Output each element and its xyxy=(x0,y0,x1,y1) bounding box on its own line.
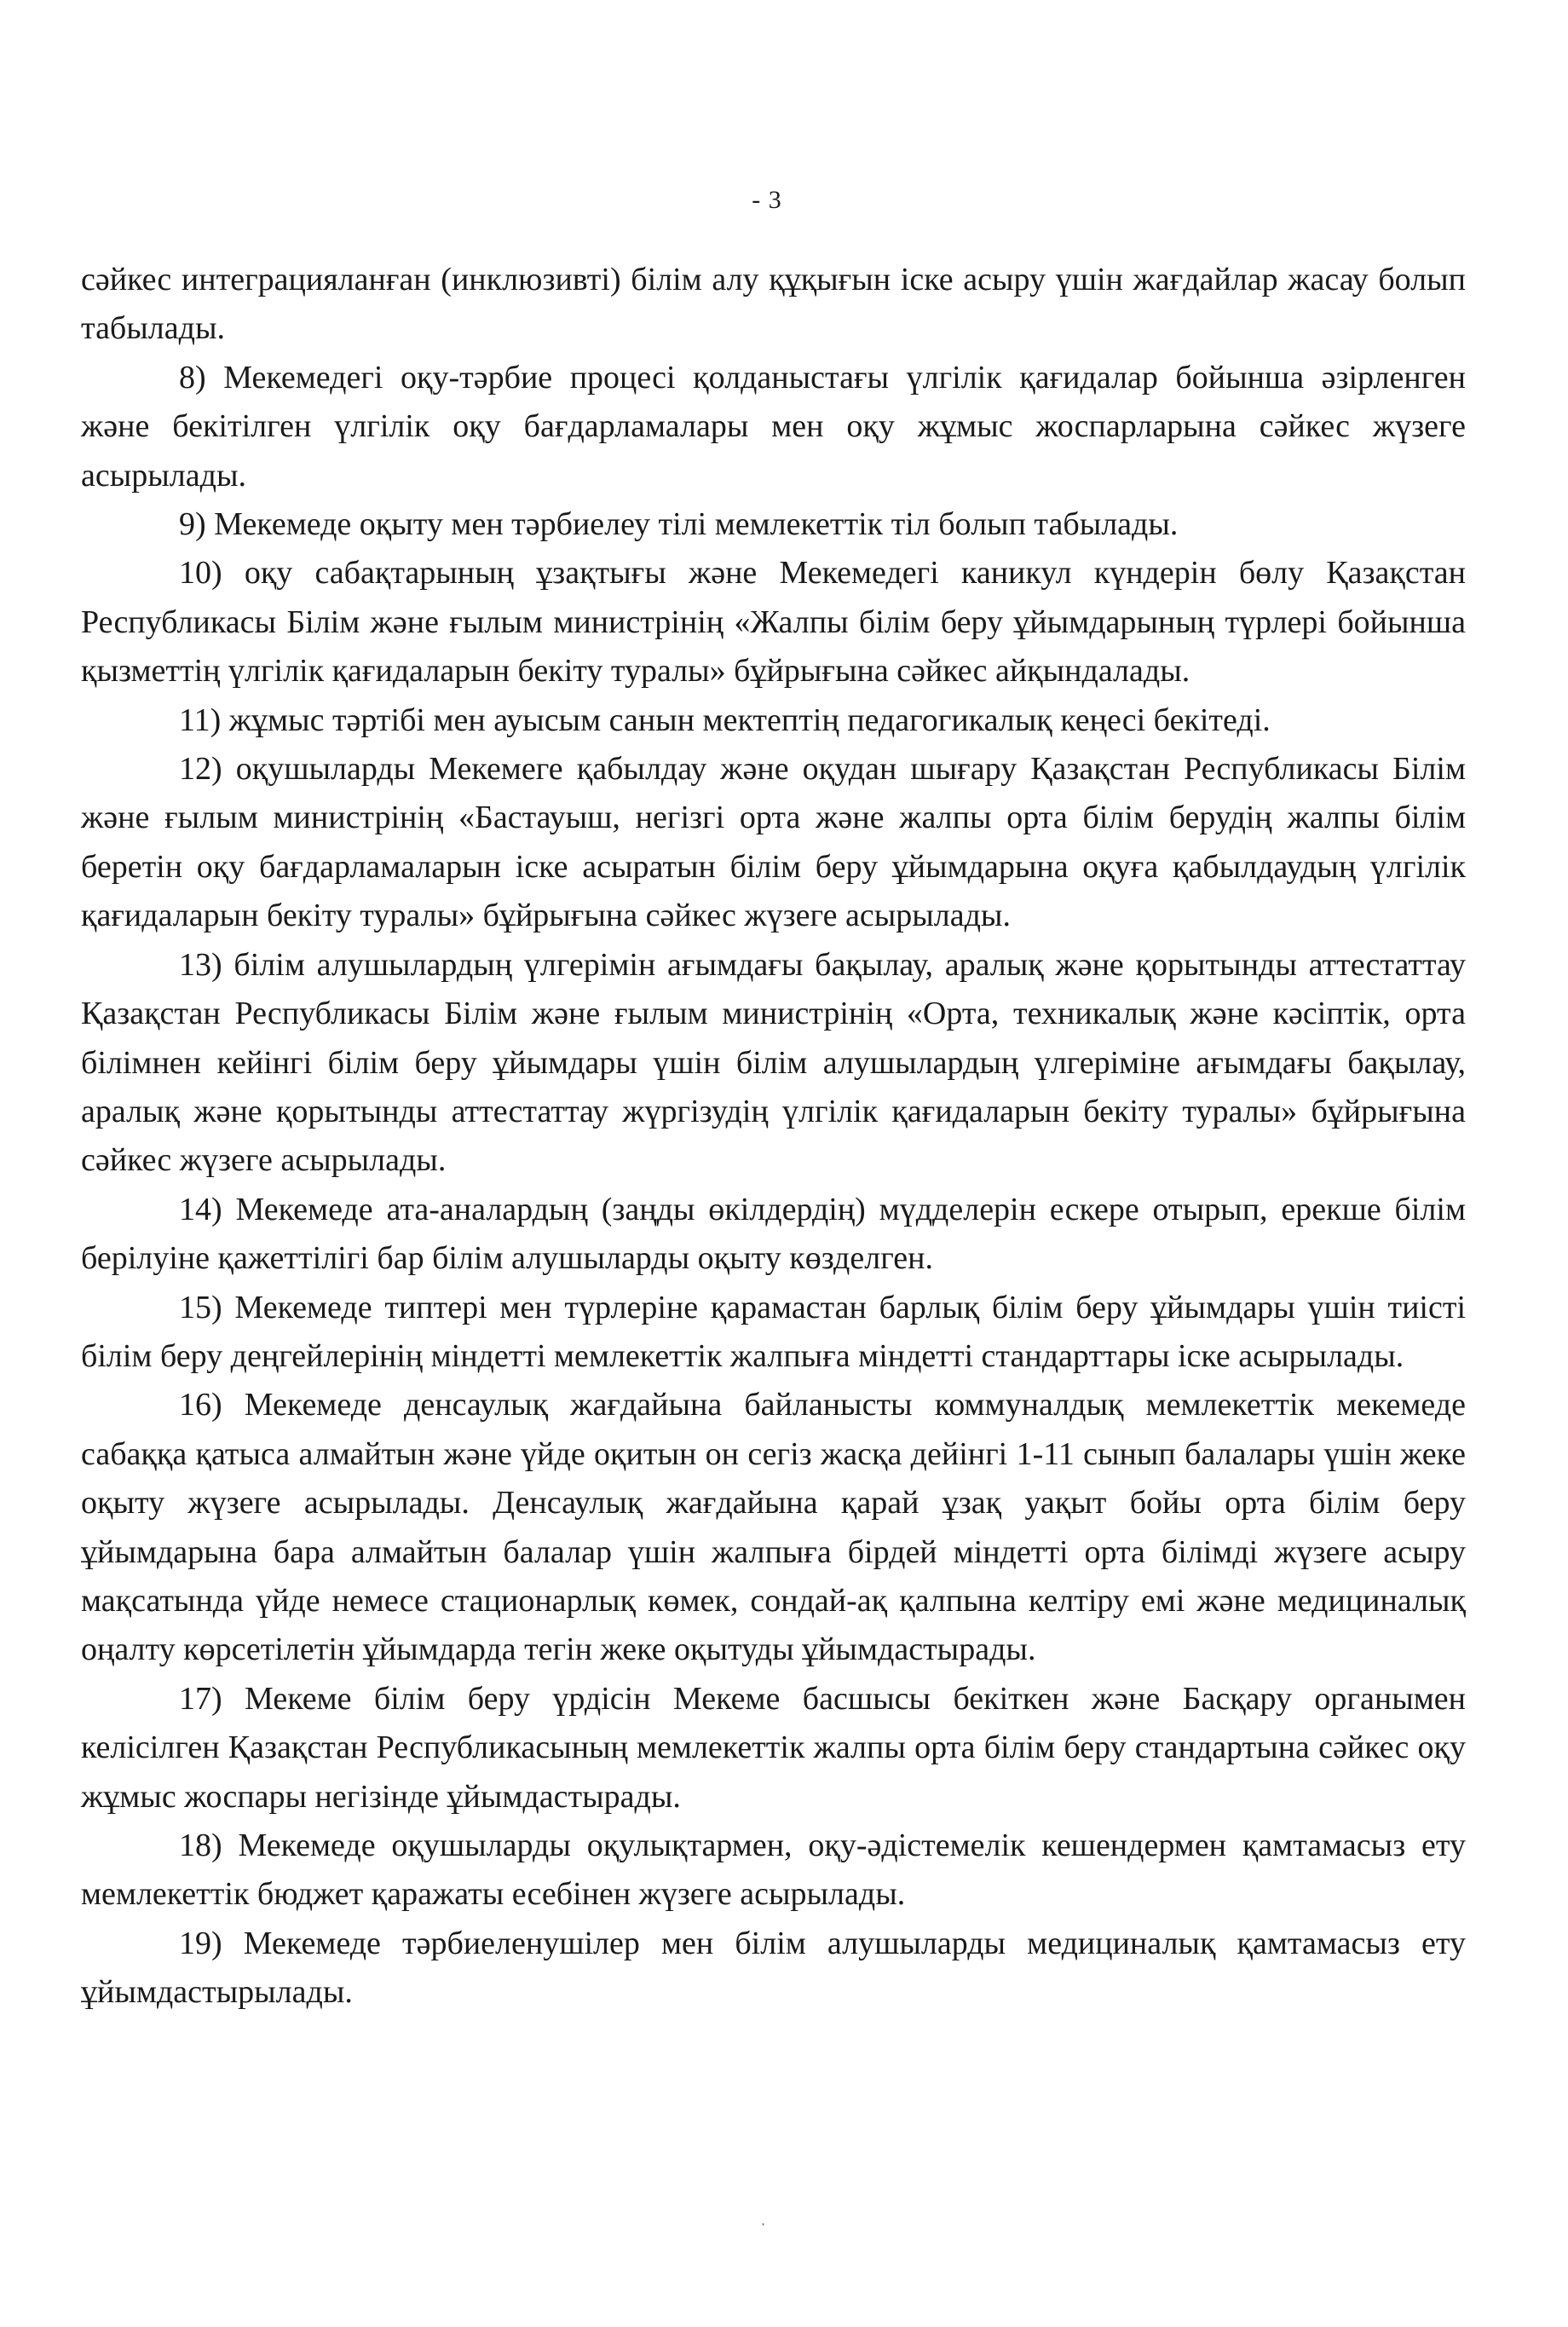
paragraph-item-10: 10) оқу сабақтарының ұзақтығы және Мекемедегі каникул күндерін бөлу Қазақстан Республикасы Білім және ғылым министрінің «Жалпы білім беру ұйымдарының түрлері бойынша қызметтің үлгілік қағидаларын бекіту туралы» бұйрығына сәйкес айқындалады. xyxy=(81,555,1466,690)
scan-speck: · xyxy=(761,2216,766,2232)
paragraph-item-9: 9) Мекемеде оқыту мен тәрбиелеу тілі мемлекеттік тіл болып табылады. xyxy=(179,506,1179,543)
paragraph-item-12: 12) оқушыларды Мекемеге қабылдау және оқудан шығару Қазақстан Республикасы Білім және ғылым министрінің «Бастауыш, негізгі орта және жалпы орта білім берудің жалпы білім беретін оқу бағдарламаларын іске асыратын білім беру ұйымдарына оқуға қабылдаудың үлгілік қағидаларын бекіту туралы» бұйрығына сәйкес жүзеге асырылады. xyxy=(81,751,1466,934)
paragraph-item-14: 14) Мекемеде ата-аналардың (заңды өкілдердің) мүдделерін ескере отырып, ерекше білім берілуіне қажеттілігі бар білім алушыларды оқыту көзделген. xyxy=(81,1191,1466,1277)
paragraph-item-17: 17) Мекеме білім беру үрдісін Мекеме басшысы бекіткен және Басқару органымен келісілген Қазақстан Республикасының мемлекеттік жалпы орта білім беру стандартына сәйкес оқу жұмыс жоспары негізінде ұйымдастырады. xyxy=(81,1680,1466,1815)
paragraph-item-11: 11) жұмыс тәртібі мен ауысым санын мектептің педагогикалық кеңесі бекітеді. xyxy=(179,702,1271,738)
paragraph-item-19: 19) Мекемеде тәрбиеленушілер мен білім алушыларды медициналық қамтамасыз ету ұйымдастырылады. xyxy=(81,1925,1466,2011)
page-number: - 3 xyxy=(752,186,782,214)
paragraph-item-13: 13) білім алушылардың үлгерімін ағымдағы бақылау, аралық және қорытынды аттестаттау Қазақстан Республикасы Білім және ғылым министрінің «Орта, техникалық және кәсіптік, орта білімнен кейінгі білім беру ұйымдары үшін білім алушылардың үлгеріміне ағымдағы бақылау, аралық және қорытынды аттестаттау жүргізудің үлгілік қағидаларын бекіту туралы» бұйрығына сәйкес жүзеге асырылады. xyxy=(81,946,1466,1179)
paragraph-continuation: сәйкес интеграцияланған (инклюзивті) білім алу құқығын іске асыру үшін жағдайлар жасау болып табылады. xyxy=(81,262,1466,347)
paragraph-item-15: 15) Мекемеде типтері мен түрлеріне қарамастан барлық білім беру ұйымдары үшін тиісті білім беру деңгейлерінің міндетті мемлекеттік жалпыға міндетті стандарттары іске асырылады. xyxy=(81,1289,1466,1374)
document-body xyxy=(81,256,1466,2018)
paragraph-item-8: 8) Мекемедегі оқу-тәрбие процесі қолданыстағы үлгілік қағидалар бойынша әзірленген және бекітілген үлгілік оқу бағдарламалары мен оқу жұмыс жоспарларына сәйкес жүзеге асырылады. xyxy=(81,359,1466,494)
paragraph-item-18: 18) Мекемеде оқушыларды оқулықтармен, оқу-әдістемелік кешендермен қамтамасыз ету мемлекеттік бюджет қаражаты есебінен жүзеге асырылады. xyxy=(81,1828,1466,1913)
paragraph-item-16: 16) Мекемеде денсаулық жағдайына байланысты коммуналдық мемлекеттік мекемеде сабаққа қатыса алмайтын және үйде оқитын он сегіз жасқа дейінгі 1-11 сынып балалары үшін жеке оқыту жүзеге асырылады. Денсаулық жағдайына қарай ұзақ уақыт бойы орта білім беру ұйымдарына бара алмайтын балалар үшін жалпыға бірдей міндетті орта білімді жүзеге асыру мақсатында үйде немесе стационарлық көмек, сондай-ақ қалпына келтіру емі және медициналық оңалту көрсетілетін ұйымдарда тегін жеке оқытуды ұйымдастырады. xyxy=(81,1387,1466,1668)
